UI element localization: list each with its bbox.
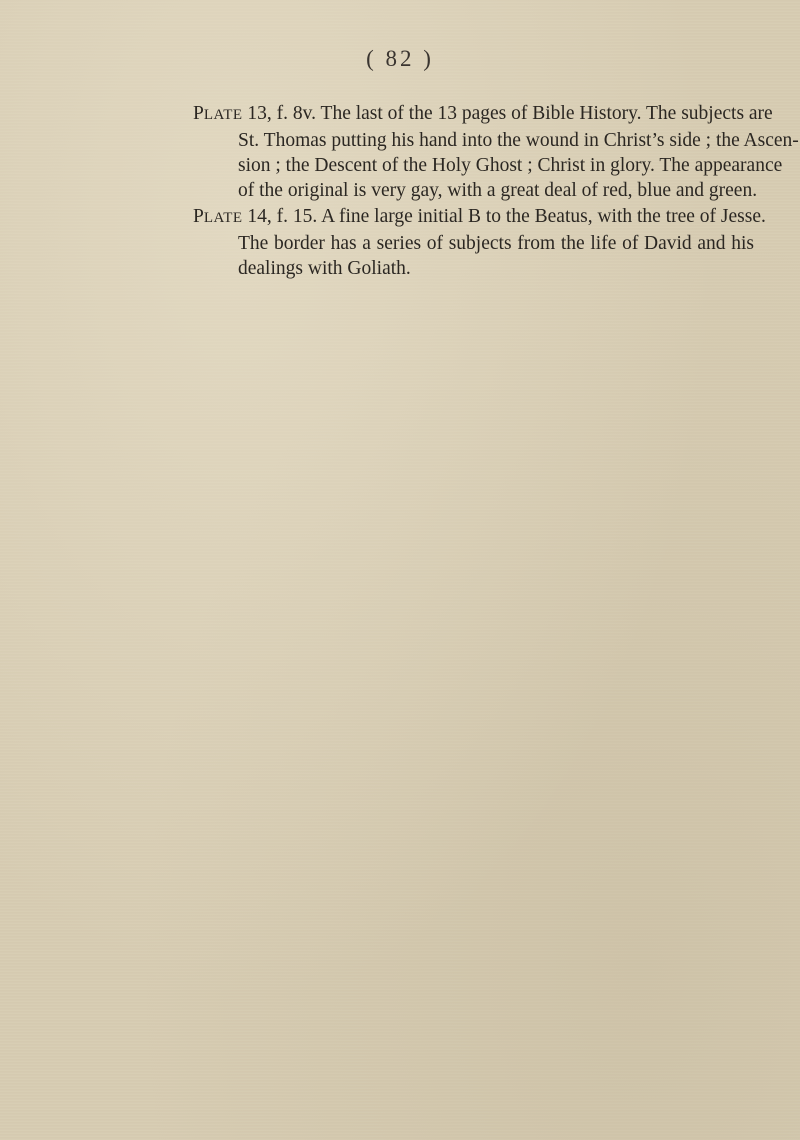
entry-line: dealings with Goliath.: [238, 258, 411, 279]
entry-text: 14, f. 15. A fine large initial B to the Beatus, with the tree of Jesse.: [242, 206, 766, 227]
entry-line: The border has a series of subjects from the life of David and his: [238, 233, 754, 254]
entry-line: sion ; the Descent of the Holy Ghost ; Christ in glory. The appearance: [238, 155, 783, 176]
plate-entry-14: [193, 204, 766, 281]
page-number: ( 82 ): [366, 46, 434, 71]
entry-line: [193, 101, 773, 128]
entry-line: [193, 204, 766, 231]
plate-label-rest: LATE: [203, 210, 243, 226]
plate-label-rest: LATE: [203, 107, 243, 123]
plate-label-initial: P: [193, 103, 204, 124]
plate-label-initial: P: [193, 206, 204, 227]
entry-line: St. Thomas putting his hand into the wound in Christ’s side ; the Ascen-: [238, 130, 799, 151]
entry-text: 13, f. 8v. The last of the 13 pages of Bible History. The subjects are: [242, 103, 773, 124]
entry-line: of the original is very gay, with a great deal of red, blue and green.: [238, 180, 758, 201]
plate-entry-13: [193, 101, 799, 203]
